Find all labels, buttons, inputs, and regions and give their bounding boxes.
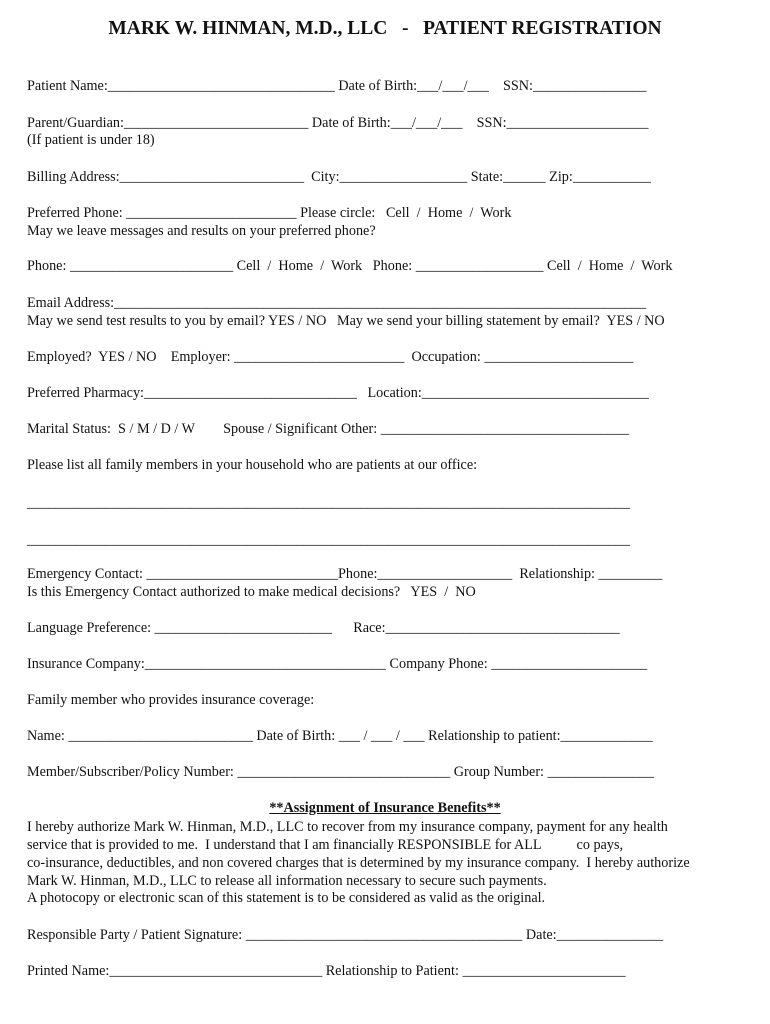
emergency-authorized-question[interactable]: Is this Emergency Contact authorized to make medical decisions? YES / NO <box>27 584 476 600</box>
form-title: MARK W. HINMAN, M.D., LLC - PATIENT REGISTRATION <box>108 18 662 39</box>
assignment-text-4: Mark W. Hinman, M.D., LLC to release all information necessary to secure such payments. <box>27 873 547 889</box>
patient-name-line[interactable]: Patient Name:________________________________ Date of Birth:___/___/___ SSN:________________ <box>27 78 647 94</box>
billing-address-line[interactable]: Billing Address:__________________________ City:__________________ State:______ Zip:___________ <box>27 169 651 185</box>
assignment-text-1: I hereby authorize Mark W. Hinman, M.D., LLC to recover from my insurance company, payment for any health <box>27 819 668 835</box>
email-address-line[interactable]: Email Address:___________________________________________________________________________ <box>27 295 647 311</box>
preferred-phone-line[interactable]: Preferred Phone: ________________________ Please circle: Cell / Home / Work <box>27 205 512 221</box>
insured-name-line[interactable]: Name: __________________________ Date of Birth: ___ / ___ / ___ Relationship to patient:_____________ <box>27 728 653 744</box>
assignment-text-5: A photocopy or electronic scan of this statement is to be considered as valid as the original. <box>27 890 546 906</box>
policy-number-line[interactable]: Member/Subscriber/Policy Number: ______________________________ Group Number: _______________ <box>27 764 654 780</box>
insurance-company-line[interactable]: Insurance Company:__________________________________ Company Phone: ______________________ <box>27 656 648 672</box>
family-insurance-prompt: Family member who provides insurance coverage: <box>27 692 315 708</box>
assignment-text-3: co-insurance, deductibles, and non covered charges that is determined by my insurance company. I hereby authorize <box>27 855 690 871</box>
parent-guardian-note: (If patient is under 18) <box>27 132 155 148</box>
printed-name-line[interactable]: Printed Name:______________________________ Relationship to Patient: _______________________ <box>27 963 626 979</box>
family-members-blank-2[interactable]: _____________________________________________________________________________________ <box>27 532 630 548</box>
language-race-line[interactable]: Language Preference: _________________________ Race:_________________________________ <box>27 620 620 636</box>
emergency-contact-line[interactable]: Emergency Contact: ___________________________Phone:___________________ Relationship: _________ <box>27 566 663 582</box>
assignment-heading: **Assignment of Insurance Benefits** <box>269 800 501 816</box>
assignment-text-2: service that is provided to me. I understand that I am financially RESPONSIBLE for ALL co pays, <box>27 837 624 853</box>
leave-messages-question: May we leave messages and results on your preferred phone? <box>27 223 376 239</box>
parent-guardian-line[interactable]: Parent/Guardian:__________________________ Date of Birth:___/___/___ SSN:____________________ <box>27 115 649 131</box>
marital-status-line[interactable]: Marital Status: S / M / D / W Spouse / Significant Other: ___________________________________ <box>27 421 630 437</box>
employment-line[interactable]: Employed? YES / NO Employer: ________________________ Occupation: _____________________ <box>27 349 634 365</box>
family-members-blank-1[interactable]: _____________________________________________________________________________________ <box>27 495 630 511</box>
email-consent-question[interactable]: May we send test results to you by email? YES / NO May we send your billing statement by email? YES / NO <box>27 313 665 329</box>
family-members-prompt: Please list all family members in your household who are patients at our office: <box>27 457 478 473</box>
phone-line[interactable]: Phone: _______________________ Cell / Home / Work Phone: __________________ Cell / Home / Work <box>27 258 673 274</box>
pharmacy-line[interactable]: Preferred Pharmacy:______________________________ Location:________________________________ <box>27 385 649 401</box>
signature-line[interactable]: Responsible Party / Patient Signature: _______________________________________ Date:_______________ <box>27 927 664 943</box>
